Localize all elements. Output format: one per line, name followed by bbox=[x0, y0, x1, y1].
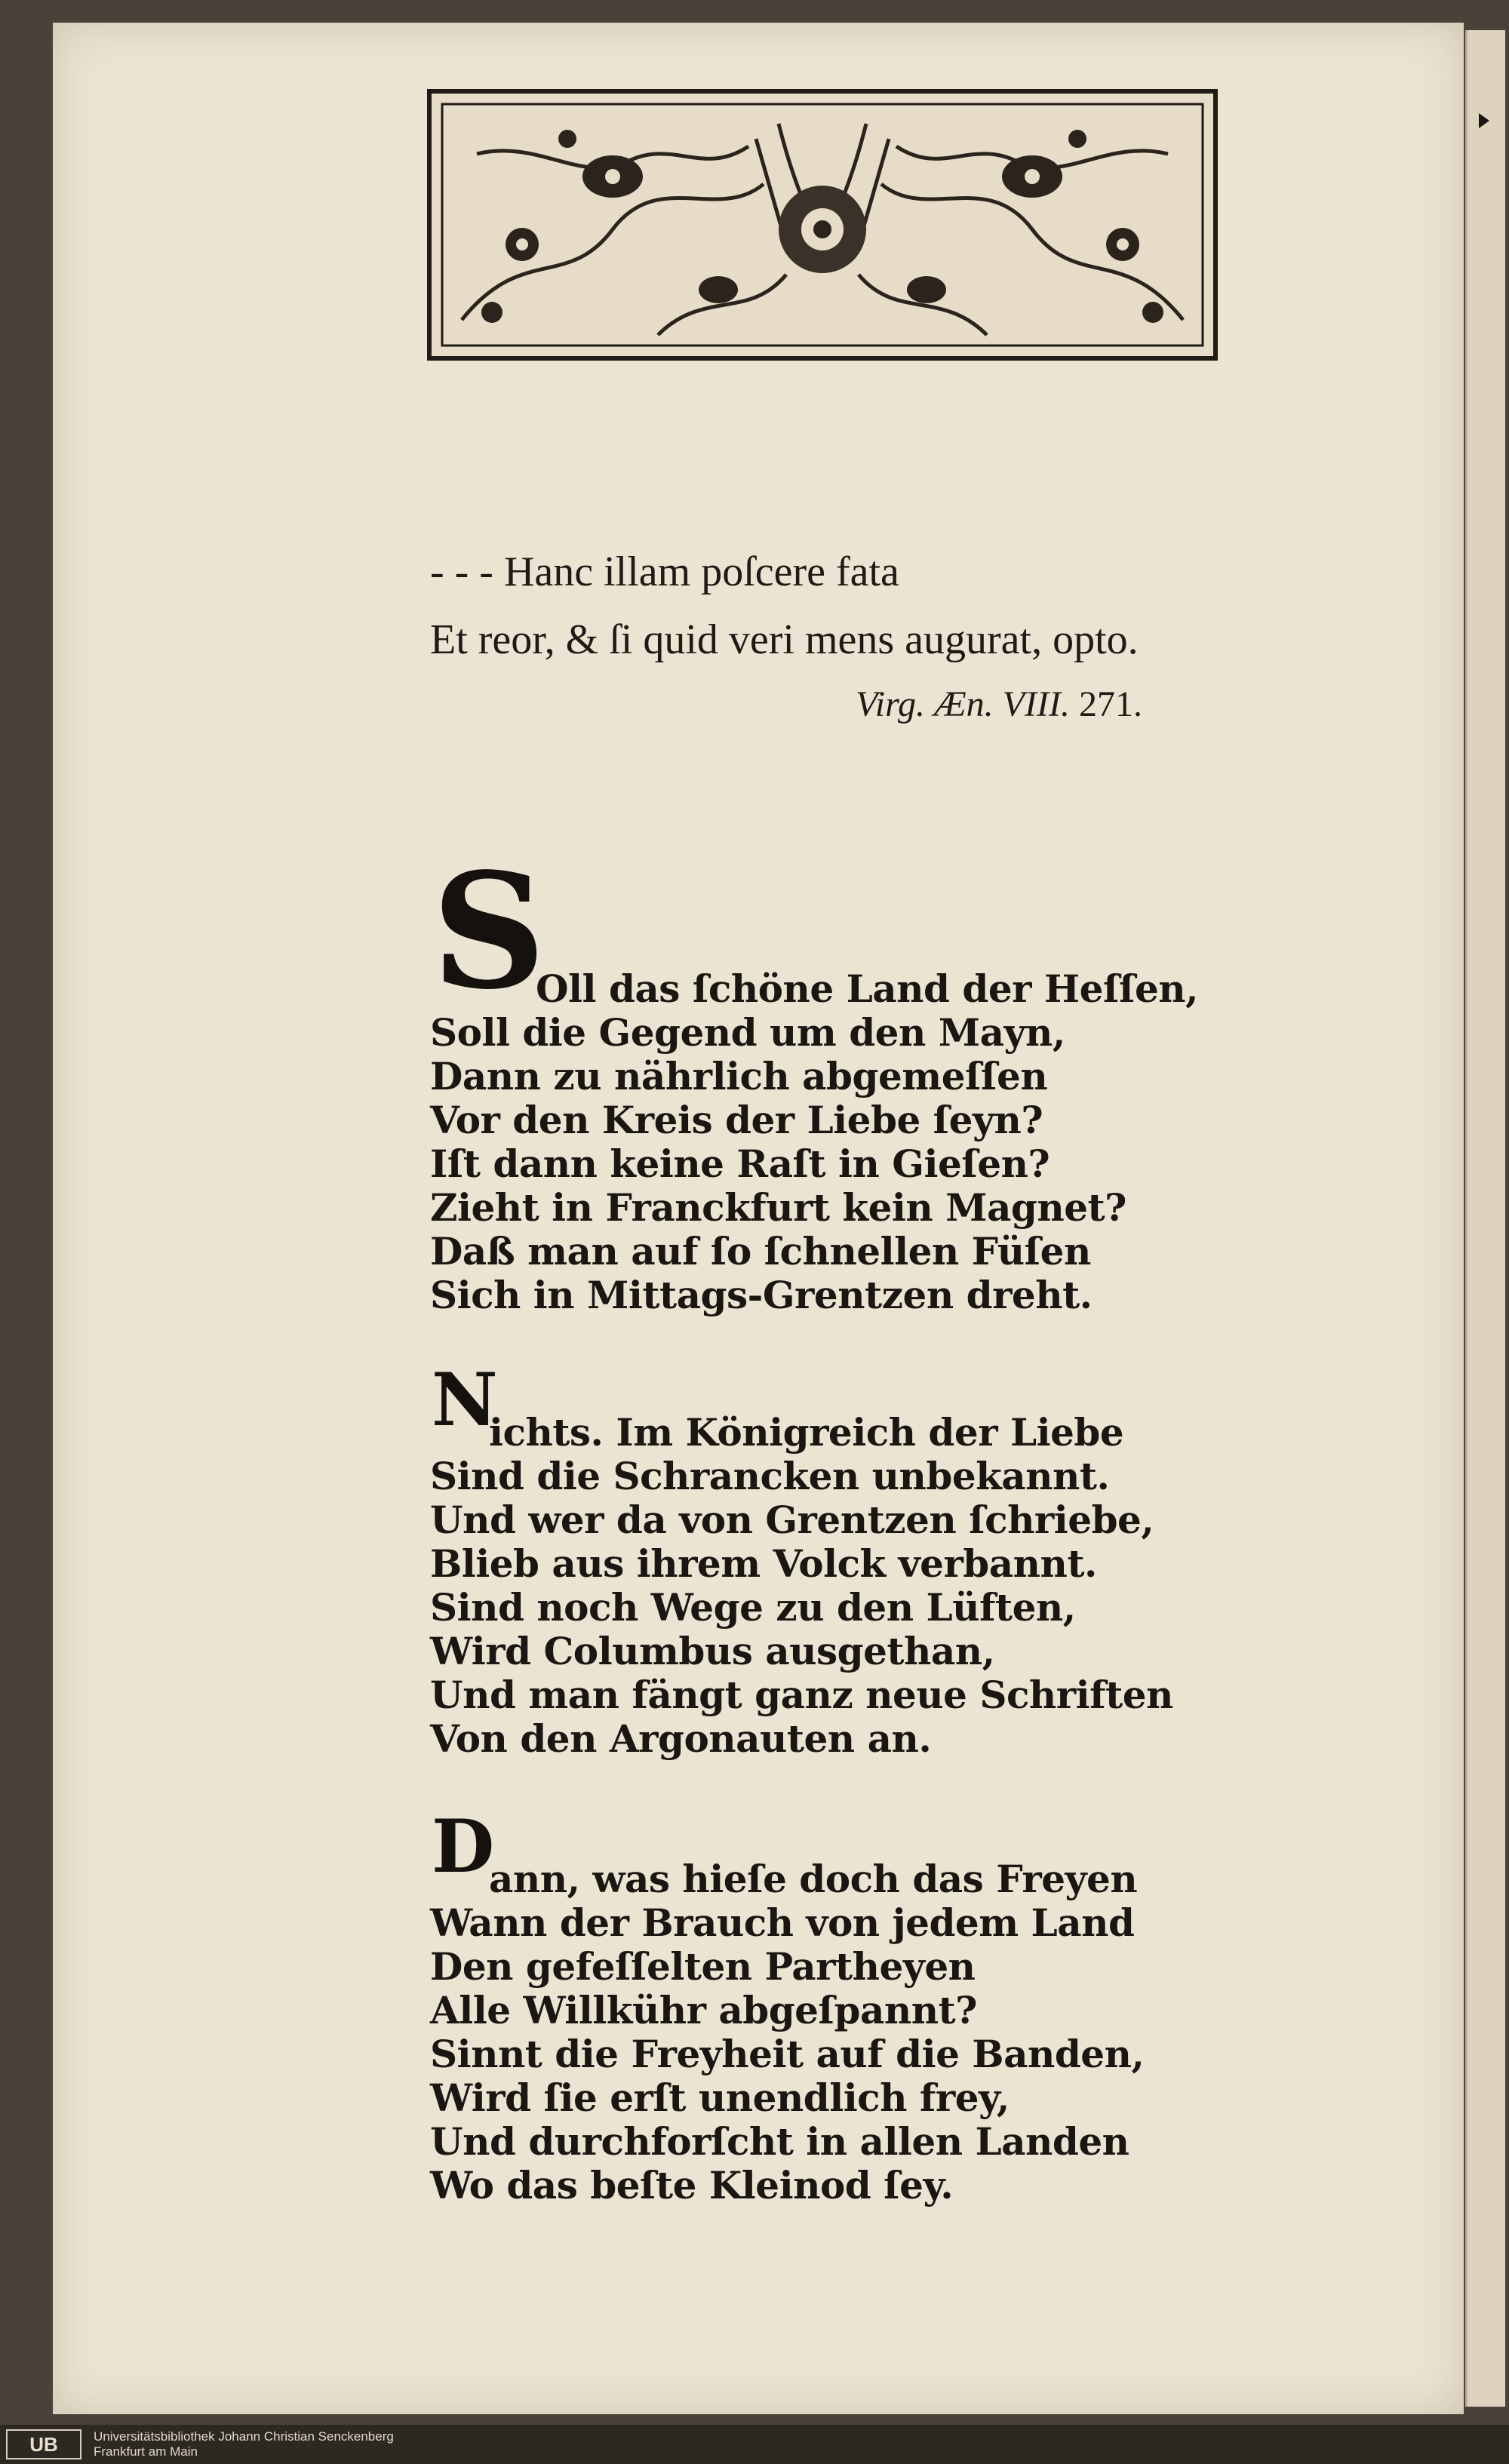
verse-line: Wird Columbus ausgethan, bbox=[430, 1629, 995, 1673]
citation-number: 271. bbox=[1078, 684, 1142, 724]
verse-line: Wird ſie erſt unendlich frey, bbox=[430, 2075, 1010, 2120]
verse-line: Alle Willkühr abgeſpannt? bbox=[430, 1988, 977, 2032]
footer-attribution bbox=[94, 2429, 394, 2459]
dropcap-s: S bbox=[432, 838, 546, 1025]
verse-line: Sind noch Wege zu den Lüften, bbox=[430, 1585, 1076, 1630]
next-page-edge bbox=[1465, 30, 1505, 2407]
verse-line: Zieht in Franckfurt kein Magnet? bbox=[430, 1185, 1126, 1230]
stanza-3 bbox=[489, 1857, 1137, 1901]
citation-source: Virg. Æn. VIII. bbox=[856, 684, 1070, 724]
library-footer bbox=[0, 2425, 1509, 2464]
verse-line: Und wer da von Grentzen ſchriebe, bbox=[430, 1498, 1154, 1542]
verse-line: Vor den Kreis der Liebe ſeyn? bbox=[430, 1098, 1043, 1142]
ub-logo: UB bbox=[6, 2429, 81, 2459]
verse-line: ann, was hieſe doch das Freyen bbox=[489, 1857, 1138, 1901]
verse-line: Sind die Schrancken unbekannt. bbox=[430, 1454, 1110, 1498]
motto-line-1: - - - Hanc illam poſcere fata bbox=[430, 548, 899, 595]
stanza-1-body bbox=[430, 1011, 1126, 1317]
verse-line: ichts. Im Königreich der Liebe bbox=[489, 1410, 1124, 1455]
headpiece-ornament bbox=[427, 89, 1218, 361]
verse-line: Soll die Gegend um den Mayn, bbox=[430, 1010, 1065, 1055]
verse-line: Von den Argonauten an. bbox=[430, 1716, 932, 1761]
page-edge-mark bbox=[1479, 113, 1489, 128]
footer-line-2: Frankfurt am Main bbox=[94, 2444, 198, 2459]
verse-line: Daß man auf ſo ſchnellen Füſen bbox=[430, 1229, 1091, 1273]
stanza-3-body bbox=[430, 1901, 1144, 2207]
verse-line: Blieb aus ihrem Volck verbannt. bbox=[430, 1541, 1097, 1586]
verse-line: Wann der Brauch von jedem Land bbox=[430, 1900, 1135, 1945]
stanza-2 bbox=[489, 1411, 1123, 1455]
dropcap-d: D bbox=[432, 1804, 495, 1889]
motto-line-2: Et reor, & ſi quid veri mens augurat, opto. bbox=[430, 616, 1139, 663]
verse-line: Sinnt die Freyheit auf die Banden, bbox=[430, 2032, 1145, 2076]
verse-line: Iſt dann keine Raſt in Gieſen? bbox=[430, 1141, 1050, 1186]
verse-line: Und durchforſcht in allen Landen bbox=[430, 2119, 1129, 2164]
verse-line: Und man fängt ganz neue Schriften bbox=[430, 1673, 1173, 1717]
stanza-1 bbox=[536, 967, 1198, 1011]
verse-line: Sich in Mittags-Grentzen dreht. bbox=[430, 1273, 1093, 1317]
verse-line: Dann zu nährlich abgemeſſen bbox=[430, 1054, 1048, 1098]
floral-ornament-icon bbox=[432, 94, 1213, 356]
stanza-2-body bbox=[430, 1455, 1173, 1761]
verse-line: Oll das ſchöne Land der Heſſen, bbox=[536, 966, 1199, 1011]
motto-citation bbox=[856, 684, 1142, 725]
dropcap-n: N bbox=[432, 1357, 498, 1442]
verse-line: Den gefeſſelten Partheyen bbox=[430, 1944, 976, 1989]
verse-line: Wo das beſte Kleinod ſey. bbox=[430, 2163, 954, 2207]
footer-line-1: Universitätsbibliothek Johann Christian Senckenberg bbox=[94, 2429, 394, 2444]
